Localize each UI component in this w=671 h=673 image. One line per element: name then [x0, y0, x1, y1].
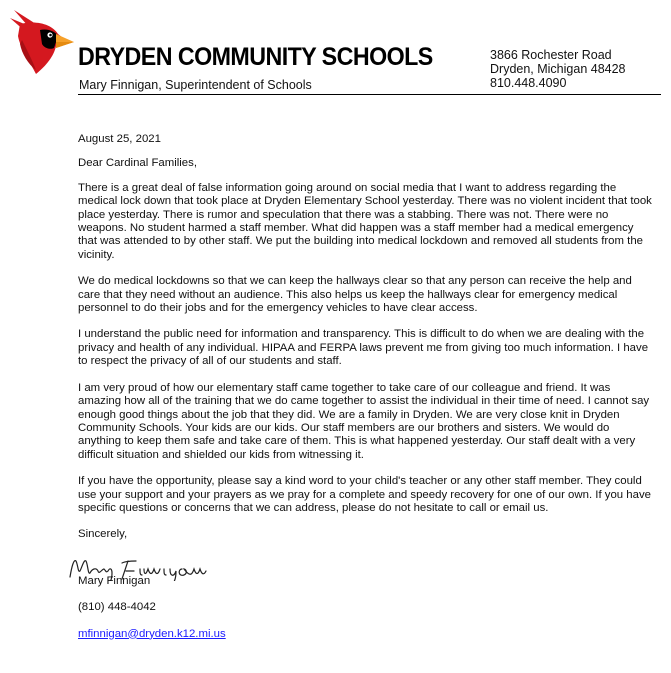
address-line-2: Dryden, Michigan 48428: [490, 62, 626, 76]
letter-date: August 25, 2021: [78, 133, 161, 145]
letterhead-divider: [78, 94, 661, 95]
signer-phone: (810) 448-4042: [78, 601, 156, 614]
paragraph: We do medical lockdowns so that we can keep the hallways clear so that any person can receive the help and care that they need without an audience. This also helps us keep the hallways clear for emergency medical personnel to do their jobs and for the emergency vehicles to have clear access.: [78, 275, 632, 315]
cardinal-logo-icon: [6, 4, 76, 76]
closing: Sincerely,: [78, 528, 128, 541]
address-line-1: 3866 Rochester Road: [490, 48, 612, 62]
paragraph: There is a great deal of false information going around on social media that I want to address regarding the medical lock down that took place at Dryden Elementary School yesterday. There was no violent incident that took place yesterday. There is rumor and speculation that there was a stabbing. There was not. There were no weapons. No student harmed a staff member. What did happen was a staff member had a medical emergency that was attended to by other staff. We put the building into medical lockdown and removed all students from the vicinity.: [78, 181, 652, 261]
district-address: [490, 48, 626, 90]
district-name: DRYDEN COMMUNITY SCHOOLS: [78, 43, 433, 71]
paragraph: I am very proud of how our elementary staff came together to take care of our colleague and friend. It was amazing how all of the training that we do came together to assist the individual in their time of need. I cannot say enough good things about the job that they did. We are a family in Dryden. We are very close knit in Dryden Community Schools. Your kids are our kids. Our staff members are our brothers and sisters. We would do anything to keep them safe and take care of them. This is what happened yesterday. Our staff dealt with a very difficult situation and shielded our kids from witnessing it.: [78, 381, 650, 461]
paragraph: If you have the opportunity, please say a kind word to your child's teacher or any other staff member. They could use your support and your prayers as we pray for a complete and speedy recovery for one of our own. If you have specific questions or concerns that we can address, please do not hesitate to call or email us.: [78, 475, 652, 514]
signer-name: Mary Finnigan: [78, 574, 151, 587]
signer-email-link[interactable]: mfinnigan@dryden.k12.mi.us: [78, 627, 226, 640]
salutation: Dear Cardinal Families,: [78, 157, 198, 170]
superintendent-line: Mary Finnigan, Superintendent of Schools: [79, 78, 312, 92]
letter-body: [78, 133, 653, 654]
district-phone: 810.448.4090: [490, 76, 567, 90]
paragraph: I understand the public need for information and transparency. This is difficult to do when we are dealing with the privacy and health of any individual. HIPAA and FERPA laws prevent me from giving too much information. I have to respect the privacy of all of our students and staff.: [78, 328, 649, 368]
